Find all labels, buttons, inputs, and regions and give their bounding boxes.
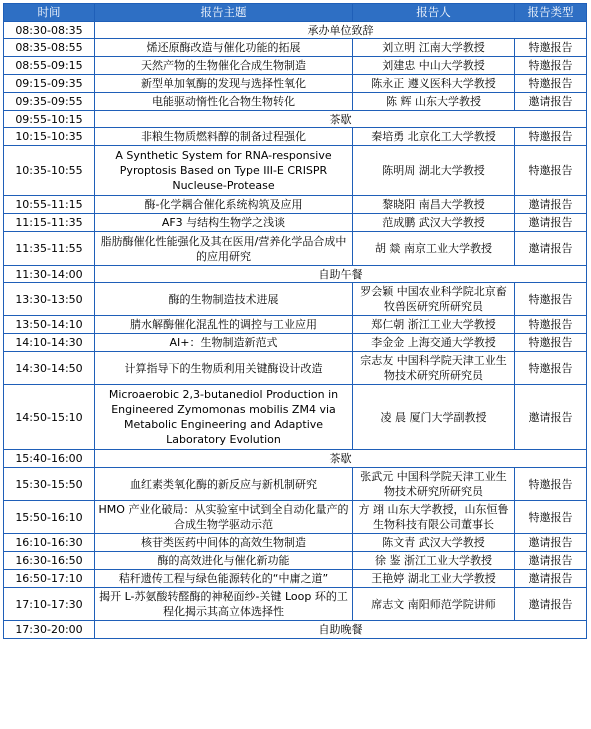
time-cell: 14:50-15:10: [4, 385, 95, 450]
type-cell: 邀请报告: [515, 214, 587, 232]
speaker-cell: 凌 晨 厦门大学副教授: [353, 385, 515, 450]
schedule-table: [3, 3, 587, 639]
speaker-cell: 黎晓阳 南昌大学教授: [353, 196, 515, 214]
table-row: [4, 93, 587, 111]
time-cell: 17:30-20:00: [4, 621, 95, 639]
type-cell: 邀请报告: [515, 552, 587, 570]
topic-cell: 新型单加氧酶的发现与选择性氧化: [95, 75, 353, 93]
speaker-cell: 刘建忠 中山大学教授: [353, 57, 515, 75]
time-cell: 10:55-11:15: [4, 196, 95, 214]
topic-cell: 天然产物的生物催化合成生物制造: [95, 57, 353, 75]
speaker-cell: 胡 燚 南京工业大学教授: [353, 232, 515, 266]
time-cell: 14:10-14:30: [4, 334, 95, 352]
break-row: [4, 621, 587, 639]
type-cell: 特邀报告: [515, 316, 587, 334]
speaker-cell: 罗会颖 中国农业科学院北京畜牧兽医研究所研究员: [353, 283, 515, 316]
speaker-cell: 席志文 南阳师范学院讲师: [353, 588, 515, 621]
table-row: [4, 146, 587, 196]
header-row: [4, 4, 587, 22]
time-cell: 15:40-16:00: [4, 450, 95, 468]
table-row: [4, 196, 587, 214]
schedule-body: [4, 22, 587, 639]
type-cell: 邀请报告: [515, 196, 587, 214]
table-row: [4, 468, 587, 501]
time-cell: 08:55-09:15: [4, 57, 95, 75]
table-row: [4, 214, 587, 232]
time-cell: 09:55-10:15: [4, 111, 95, 128]
type-cell: 特邀报告: [515, 468, 587, 501]
time-cell: 10:35-10:55: [4, 146, 95, 196]
topic-cell: 血红素类氧化酶的新反应与新机制研究: [95, 468, 353, 501]
speaker-cell: 刘立明 江南大学教授: [353, 39, 515, 57]
type-cell: 邀请报告: [515, 385, 587, 450]
break-label: 自助午餐: [95, 266, 587, 283]
table-row: [4, 316, 587, 334]
time-cell: 13:50-14:10: [4, 316, 95, 334]
speaker-cell: 陈 辉 山东大学教授: [353, 93, 515, 111]
table-row: [4, 39, 587, 57]
topic-cell: 酶的生物制造技术进展: [95, 283, 353, 316]
topic-cell: 秸秆遗传工程与绿色能源转化的“中庸之道”: [95, 570, 353, 588]
topic-cell: 酶-化学耦合催化系统构筑及应用: [95, 196, 353, 214]
topic-cell: Microaerobic 2,3-butanediol Production in Engineered Zymomonas mobilis ZM4 via Metabolic Engineering and Adaptive Laboratory Evolution: [95, 385, 353, 450]
table-row: [4, 334, 587, 352]
time-cell: 09:35-09:55: [4, 93, 95, 111]
table-row: [4, 534, 587, 552]
table-row: [4, 352, 587, 385]
topic-cell: A Synthetic System for RNA-responsive Pyroptosis Based on Type III-E CRISPR Nucleuse-Protease: [95, 146, 353, 196]
topic-cell: 腈水解酶催化混乱性的调控与工业应用: [95, 316, 353, 334]
speaker-cell: 陈文青 武汉大学教授: [353, 534, 515, 552]
type-cell: 特邀报告: [515, 334, 587, 352]
table-row: [4, 128, 587, 146]
type-cell: 特邀报告: [515, 283, 587, 316]
time-cell: 13:30-13:50: [4, 283, 95, 316]
type-cell: 特邀报告: [515, 57, 587, 75]
type-cell: 邀请报告: [515, 588, 587, 621]
header-time: 时间: [4, 4, 95, 22]
break-row: [4, 266, 587, 283]
header-topic: 报告主题: [95, 4, 353, 22]
header-type: 报告类型: [515, 4, 587, 22]
time-cell: 15:30-15:50: [4, 468, 95, 501]
type-cell: 邀请报告: [515, 93, 587, 111]
topic-cell: AI+：生物制造新范式: [95, 334, 353, 352]
topic-cell: 核苷类医药中间体的高效生物制造: [95, 534, 353, 552]
break-label: 茶歇: [95, 450, 587, 468]
topic-cell: AF3 与结构生物学之浅谈: [95, 214, 353, 232]
speaker-cell: 张武元 中国科学院天津工业生物技术研究所研究员: [353, 468, 515, 501]
time-cell: 09:15-09:35: [4, 75, 95, 93]
speaker-cell: 陈明周 湖北大学教授: [353, 146, 515, 196]
table-row: [4, 501, 587, 534]
type-cell: 特邀报告: [515, 501, 587, 534]
break-row: [4, 450, 587, 468]
table-row: [4, 232, 587, 266]
topic-cell: 电能驱动惰性化合物生物转化: [95, 93, 353, 111]
table-row: [4, 283, 587, 316]
topic-cell: 揭开 L-苏氨酸转醛酶的神秘面纱-关键 Loop 环的工程化揭示其高立体选择性: [95, 588, 353, 621]
break-row: [4, 111, 587, 128]
time-cell: 16:10-16:30: [4, 534, 95, 552]
time-cell: 11:15-11:35: [4, 214, 95, 232]
table-row: [4, 552, 587, 570]
speaker-cell: 范成鹏 武汉大学教授: [353, 214, 515, 232]
table-row: [4, 570, 587, 588]
time-cell: 15:50-16:10: [4, 501, 95, 534]
table-row: [4, 385, 587, 450]
time-cell: 16:30-16:50: [4, 552, 95, 570]
topic-cell: HMO 产业化破局：从实验室中试到全自动化量产的合成生物学驱动示范: [95, 501, 353, 534]
time-cell: 11:30-14:00: [4, 266, 95, 283]
speaker-cell: 秦培勇 北京化工大学教授: [353, 128, 515, 146]
type-cell: 特邀报告: [515, 39, 587, 57]
type-cell: 特邀报告: [515, 352, 587, 385]
speaker-cell: 李金金 上海交通大学教授: [353, 334, 515, 352]
type-cell: 特邀报告: [515, 146, 587, 196]
topic-cell: 计算指导下的生物质利用关键酶设计改造: [95, 352, 353, 385]
type-cell: 邀请报告: [515, 232, 587, 266]
table-row: [4, 57, 587, 75]
break-label: 承办单位致辞: [95, 22, 587, 39]
speaker-cell: 方 翊 山东大学教授，山东恒鲁生物科技有限公司董事长: [353, 501, 515, 534]
break-row: [4, 22, 587, 39]
topic-cell: 脂肪酶催化性能强化及其在医用/营养化学品合成中的应用研究: [95, 232, 353, 266]
time-cell: 08:35-08:55: [4, 39, 95, 57]
time-cell: 10:15-10:35: [4, 128, 95, 146]
break-label: 自助晚餐: [95, 621, 587, 639]
speaker-cell: 王艳婷 湖北工业大学教授: [353, 570, 515, 588]
speaker-cell: 陈永正 遵义医科大学教授: [353, 75, 515, 93]
type-cell: 邀请报告: [515, 534, 587, 552]
time-cell: 16:50-17:10: [4, 570, 95, 588]
time-cell: 14:30-14:50: [4, 352, 95, 385]
time-cell: 11:35-11:55: [4, 232, 95, 266]
table-row: [4, 75, 587, 93]
type-cell: 邀请报告: [515, 570, 587, 588]
type-cell: 特邀报告: [515, 75, 587, 93]
time-cell: 08:30-08:35: [4, 22, 95, 39]
topic-cell: 非粮生物质燃料醇的制备过程强化: [95, 128, 353, 146]
header-speaker: 报告人: [353, 4, 515, 22]
topic-cell: 烯还原酶改造与催化功能的拓展: [95, 39, 353, 57]
type-cell: 特邀报告: [515, 128, 587, 146]
speaker-cell: 郑仁朝 浙江工业大学教授: [353, 316, 515, 334]
table-row: [4, 588, 587, 621]
speaker-cell: 徐 鉴 浙江工业大学教授: [353, 552, 515, 570]
topic-cell: 酶的高效进化与催化新功能: [95, 552, 353, 570]
time-cell: 17:10-17:30: [4, 588, 95, 621]
speaker-cell: 宗志友 中国科学院天津工业生物技术研究所研究员: [353, 352, 515, 385]
break-label: 茶歇: [95, 111, 587, 128]
